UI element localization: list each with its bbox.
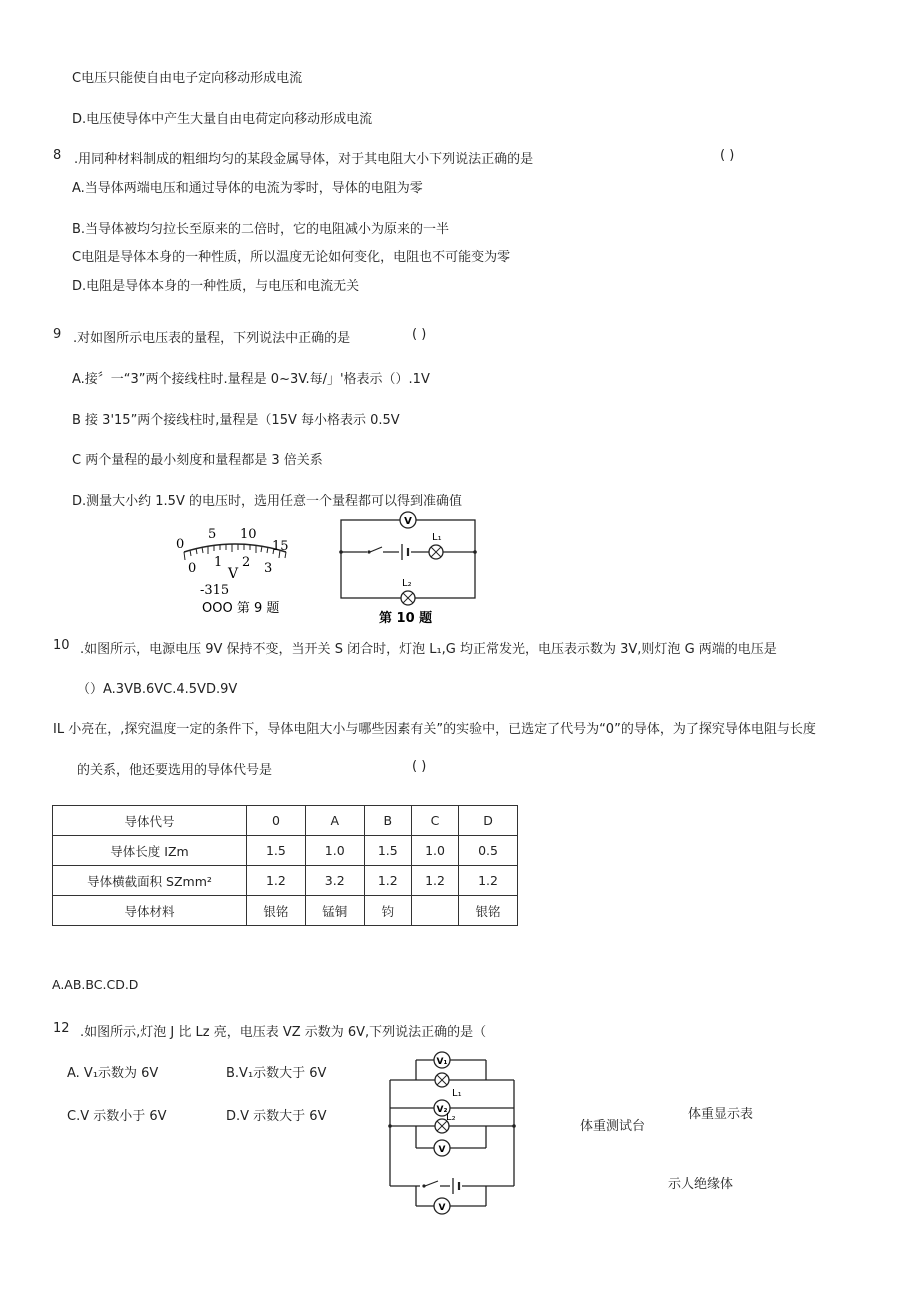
table-cell: 钧	[364, 896, 411, 926]
battery-symbol	[450, 1178, 462, 1194]
q12-stem: .如图所示,灯泡 J 比 Lz 亮，电压表 VZ 示数为 6V,下列说法正确的是（	[80, 1025, 487, 1040]
scale-arc	[184, 544, 286, 552]
q12-option-d: D.V 示数大于 6V	[226, 1109, 327, 1124]
scale-bottom-3: 3	[264, 561, 273, 576]
q10-options: （）A.3VB.6VC.4.5VD.9V	[77, 682, 238, 697]
lamp-l1-symbol	[429, 545, 443, 559]
table-cell: 1.2	[247, 866, 306, 896]
switch-symbol	[367, 546, 383, 558]
q12-number: 12	[53, 1021, 70, 1036]
q9-option-a: A.接〞一“3”两个接线柱时.量程是 0~3V.每/」'格表示（）.1V	[72, 372, 430, 387]
lamp-l1-label: L₁	[432, 532, 442, 543]
q12-option-c: C.V 示数小于 6V	[67, 1109, 167, 1124]
table-cell: 锰铜	[305, 896, 364, 926]
scale-ticks	[184, 544, 286, 560]
table-row	[53, 806, 518, 836]
table-row	[53, 836, 518, 866]
table-row	[53, 866, 518, 896]
voltmeter-v2-label: V₂	[436, 1105, 448, 1115]
q9-option-c: C 两个量程的最小刻度和量程都是 3 倍关系	[72, 453, 323, 468]
table-row	[53, 896, 518, 926]
scale-bottom-2: 2	[242, 555, 251, 570]
q8-option-a: A.当导体两端电压和通过导体的电流为零时，导体的电阻为零	[72, 181, 423, 196]
q8-stem: .用同种材料制成的粗细均匀的某段金属导体，对于其电阻大小下列说法正确的是	[74, 152, 534, 167]
table-cell: 1.0	[411, 836, 458, 866]
q11-answer-blank: ( )	[412, 759, 427, 774]
table-cell: 0.5	[459, 836, 518, 866]
lamp-l2-label: L₂	[402, 578, 412, 589]
q9-answer-blank: ( )	[412, 327, 427, 342]
q8-option-d: D.电阻是导体本身的一种性质，与电压和电流无关	[72, 279, 360, 294]
q10-number: 10	[53, 638, 70, 653]
table-cell: 1.2	[459, 866, 518, 896]
lamp-l1-symbol	[435, 1073, 449, 1087]
table-cell: 银铭	[247, 896, 306, 926]
fig10-caption: 第 10 题	[379, 611, 433, 626]
table-cell: B	[364, 806, 411, 836]
table-cell: 0	[247, 806, 306, 836]
q12-option-b: B.V₁示数大于 6V	[226, 1066, 327, 1081]
table-cell: 1.5	[364, 836, 411, 866]
q8-option-c: C电阻是导体本身的一种性质，所以温度无论如何变化，电阻也不可能变为零	[72, 250, 511, 265]
q9-number: 9	[53, 327, 62, 342]
q12-option-a: A. V₁示数为 6V	[67, 1066, 159, 1081]
q9-stem: .对如图所示电压表的量程，下列说法中正确的是	[73, 331, 351, 346]
label-weight-platform: 体重测试台	[580, 1119, 646, 1134]
circuit-figure-12	[380, 1046, 530, 1218]
voltmeter-v1-label: V₁	[436, 1057, 448, 1067]
terminals-label: -315	[200, 583, 230, 598]
lamp-l2-label: L₂	[446, 1112, 456, 1123]
q8-answer-blank: ( )	[720, 148, 735, 163]
table-cell: 导体长度 IZm	[53, 836, 247, 866]
fig9-caption: OOO 第 9 题	[202, 601, 280, 616]
q7-option-d: D.电压使导体中产生大量自由电荷定向移动形成电流	[72, 112, 373, 127]
table-cell	[411, 896, 458, 926]
table-cell: 导体材料	[53, 896, 247, 926]
q11-stem-continued: 的关系，他还要选用的导体代号是	[77, 763, 273, 778]
table-cell: C	[411, 806, 458, 836]
q9-option-d: D.测量大小约 1.5V 的电压时，选用任意一个量程都可以得到准确值	[72, 494, 462, 509]
lamp-l1-label: L₁	[452, 1088, 462, 1099]
table-cell: 3.2	[305, 866, 364, 896]
voltmeter-bottom-label: V	[438, 1203, 446, 1213]
battery-symbol	[399, 544, 411, 560]
scale-top-0: 0	[176, 537, 185, 552]
table-cell: 1.2	[364, 866, 411, 896]
conductor-table	[52, 805, 518, 926]
switch-symbol	[420, 1180, 440, 1192]
q11-stem: IL 小亮在，,探究温度一定的条件下，导体电阻大小与哪些因素有关”的实验中，已选定了代号为“0”的导体，为了探究导体电阻与长度	[53, 722, 816, 737]
lamp-l2-symbol	[401, 591, 415, 605]
scale-top-15: 15	[272, 539, 289, 554]
table-cell: A	[305, 806, 364, 836]
table-cell: 导体横截面积 SZmm²	[53, 866, 247, 896]
scale-bottom-0: 0	[188, 561, 197, 576]
scale-top-5: 5	[208, 527, 217, 542]
scale-unit: V	[228, 566, 239, 582]
q9-option-b: B 接 3'15”两个接线柱时,量程是（15V 每小格表示 0.5V	[72, 413, 400, 428]
voltmeter-label: V	[404, 516, 412, 527]
q8-number: 8	[53, 148, 62, 163]
scale-bottom-1: 1	[214, 555, 223, 570]
q10-stem: .如图所示，电源电压 9V 保持不变，当开关 S 闭合时，灯泡 L₁,G 均正常发光，电压表示数为 3V,则灯泡 G 两端的电压是	[80, 642, 777, 657]
voltmeter-scale-figure	[170, 520, 300, 620]
table-cell: 导体代号	[53, 806, 247, 836]
q7-option-c: C电压只能使自由电子定向移动形成电流	[72, 71, 303, 86]
table-cell: D	[459, 806, 518, 836]
table-cell: 1.0	[305, 836, 364, 866]
table-cell: 1.5	[247, 836, 306, 866]
table-cell: 银铭	[459, 896, 518, 926]
table-cell: 1.2	[411, 866, 458, 896]
scale-top-10: 10	[240, 527, 257, 542]
voltmeter-v3-label: V	[438, 1145, 446, 1155]
label-weight-display: 体重显示表	[688, 1107, 754, 1122]
q8-option-b: B.当导体被均匀拉长至原来的二倍时，它的电阻减小为原来的一半	[72, 222, 450, 237]
q11-options: A.AB.BC.CD.D	[52, 977, 139, 992]
circuit-figure-10	[335, 510, 485, 626]
label-insulator: 示人绝缘体	[668, 1177, 734, 1192]
